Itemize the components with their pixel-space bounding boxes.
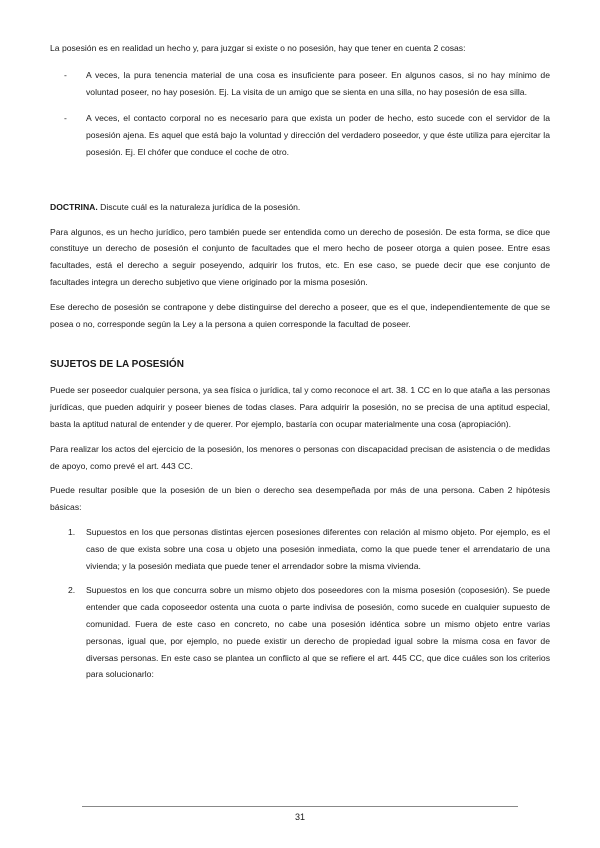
section-paragraph: Para realizar los actos del ejercicio de la posesión, los menores o personas con discapacidad precisan de asistencia o de medidas de apoyo, como prevé el art. 443 CC. <box>50 443 550 471</box>
dash-bullet: - <box>64 113 67 124</box>
numbered-list-item <box>50 524 550 574</box>
numbered-list-item <box>50 582 550 683</box>
page-content <box>50 40 550 691</box>
doctrina-paragraph: Para algunos, es un hecho jurídico, pero también puede ser entendida como un derecho de posesión. De esta forma, se dice que constituye un derecho de posesión el conjunto de facultades que el mero hecho de poseer otorga a quien posee. Entre esas facultades, está el derecho a seguir poseyendo, adquirir los frutos, etc. En ese caso, se puede decir que ese conjunto de facultades integra un derecho subjetivo que viene originado por la misma posesión. <box>50 226 550 287</box>
section-title: SUJETOS DE LA POSESIÓN <box>50 359 184 371</box>
page-number: 31 <box>294 812 305 822</box>
item-number: 2. <box>68 585 76 596</box>
dash-item-text: A veces, el contacto corporal no es necesario para que exista un poder de hecho, esto sucede con el servidor de la posesión ajena. Es aquel que está bajo la voluntad y dirección del verdadero poseedor, y que éste utiliza para ejercitar la posesión. Ej. El chófer que conduce el coche de otro. <box>86 113 550 157</box>
doctrina-label: DOCTRINA. <box>50 201 98 212</box>
dash-list-item <box>50 67 550 101</box>
dash-list <box>50 67 550 161</box>
doctrina-question: Discute cuál es la naturaleza jurídica de la posesión. <box>97 201 301 212</box>
intro-paragraph: La posesión es en realidad un hecho y, para juzgar si existe o no posesión, hay que tener en cuenta 2 cosas: <box>50 43 466 53</box>
doctrina-heading <box>50 199 550 216</box>
numbered-list <box>50 524 550 683</box>
item-number: 1. <box>68 526 76 537</box>
numbered-item-text: Supuestos en los que concurra sobre un mismo objeto dos poseedores con la misma posesión (coposesión). Se puede entender que cada coposeedor ostenta una cuota o parte indivisa de posesión, como sucede en cualquier supuesto de comunidad. Fuera de este caso en concreto, no cabe una posesión idéntica sobre un mismo objeto entre varias personas, igual que, por ejemplo, no puede existir un derecho de propiedad igual sobre la misma cosa en favor de diversas personas. En este caso se plantea un conflicto al que se refiere el art. 445 CC, que dice cuáles son los criterios para solucionarlo: <box>86 585 550 680</box>
numbered-item-text: Supuestos en los que personas distintas ejercen posesiones diferentes con relación al mismo objeto. Por ejemplo, es el caso de que exista sobre una cosa u objeto una posesión inmediata, como la que puede tener el arrendatario de una vivienda; y la posesión mediata que puede tener el arrendador sobre la misma vivienda. <box>86 526 550 571</box>
dash-bullet: - <box>64 69 67 80</box>
dash-item-text: A veces, la pura tenencia material de una cosa es insuficiente para poseer. En algunos casos, si no hay mínimo de voluntad poseer, no hay posesión. Ej. La visita de un amigo que se sienta en una silla, no hay posesión de esa silla. <box>86 69 550 97</box>
section-paragraph: Puede ser poseedor cualquier persona, ya sea física o jurídica, tal y como reconoce el art. 38. 1 CC en lo que ataña a las personas jurídicas, que pueden adquirir y poseer bienes de todas clases. Para adquirir la posesión, no se precisa de una aptitud especial, basta la aptitud natural de entender y de querer. Por ejemplo, bastaría con ocupar materialmente una cosa (apropiación). <box>50 385 550 429</box>
footer-divider <box>82 806 518 807</box>
section-paragraph: Puede resultar posible que la posesión de un bien o derecho sea desempeñada por más de una persona. Caben 2 hipótesis básicas: <box>50 485 550 513</box>
doctrina-paragraph: Ese derecho de posesión se contrapone y debe distinguirse del derecho a poseer, que es el que, independientemente de que se posea o no, corresponde según la Ley a la persona a quien corresponde la facultad de poseer. <box>50 301 550 329</box>
dash-list-item <box>50 110 550 160</box>
